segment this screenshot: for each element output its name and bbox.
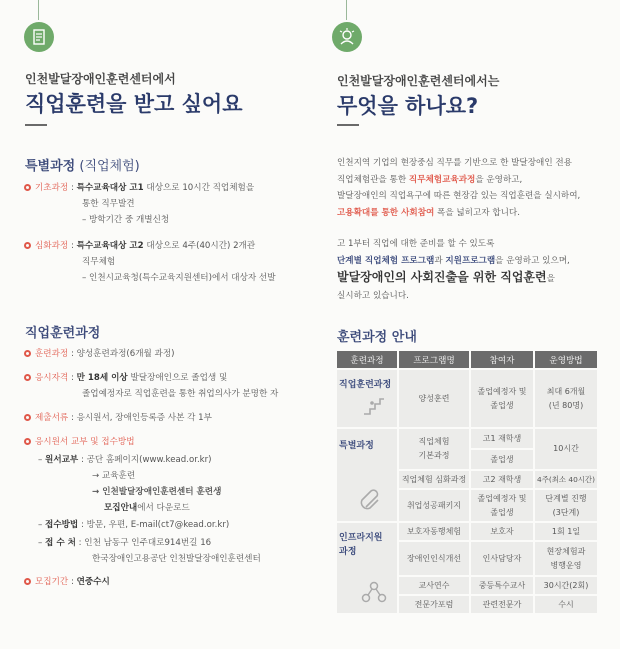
- qualification-item: 응시자격 : 만 18세 이상 발달장애인으로 졸업생 및: [24, 370, 227, 386]
- vocational-heading: 직업훈련과정: [25, 326, 101, 341]
- advanced-course-item: 심화과정 : 특수교육대상 고2 대상으로 4주(40시간) 2개관: [24, 238, 255, 254]
- cell-method: 단계별 진행 (3단계): [535, 490, 597, 521]
- cell-program: 양성훈련: [399, 370, 469, 427]
- right-subtitle: 인천발달장애인훈련센터에서는: [337, 74, 500, 88]
- cell-method: 30시간(2회): [535, 577, 597, 594]
- title-underline: [25, 124, 47, 126]
- cell-participant: 인사담당자: [471, 542, 533, 575]
- special-course-heading: 특별과정 (직업체험): [25, 159, 140, 174]
- basic-course-item: 기초과정 : 특수교육대상 고1 대상으로 10시간 직업체험을: [24, 180, 254, 196]
- paperclip-icon: [358, 487, 384, 513]
- cell-program: 보호자동행체험: [399, 523, 469, 540]
- cell-program: 교사연수: [399, 577, 469, 594]
- category-vocational: 직업훈련과정: [339, 380, 392, 390]
- cell-method: 현장체험과 병행운영: [535, 542, 597, 575]
- cell-program: 직업체험 심화과정: [399, 471, 469, 488]
- cell-participant: 졸업예정자 및 졸업생: [471, 490, 533, 521]
- right-title: 무엇을 하나요?: [337, 94, 479, 118]
- category-infra: 인프라지원 과정: [339, 533, 383, 557]
- left-title: 직업훈련을 받고 싶어요: [25, 92, 243, 116]
- cell-method: 10시간: [535, 429, 597, 469]
- bullet-icon: [24, 184, 31, 191]
- cell-method: 수시: [535, 596, 597, 613]
- cell-method: 최대 6개월 (년 80명): [535, 370, 597, 427]
- lightbulb-person-icon: [332, 22, 362, 52]
- network-icon: [360, 580, 388, 606]
- cell-program: 직업체험 기본과정: [399, 429, 469, 469]
- advanced-course-line2: 직무체험: [82, 257, 116, 267]
- basic-course-line3: – 방학기간 중 개별신청: [82, 215, 170, 225]
- th-participant: 참여자: [471, 351, 533, 368]
- bullet-icon: [24, 374, 31, 381]
- category-special: 특별과정: [339, 441, 374, 451]
- distribution-line2: → 교육훈련: [92, 471, 136, 481]
- cell-program: 전문가포럼: [399, 596, 469, 613]
- method-item: – 접수방법 : 방문, 우편, E-mail(ct7@kead.or.kr): [38, 520, 230, 530]
- bullet-icon: [24, 578, 31, 585]
- cell-method: 1회 1일: [535, 523, 597, 540]
- stairs-icon: [362, 396, 386, 416]
- cell-participant: 고1 재학생: [471, 429, 533, 448]
- advanced-course-line3: – 인천시교육청(특수교육지원센터)에서 대상자 선발: [82, 273, 276, 283]
- distribution-line4: 모집안내에서 다운로드: [104, 503, 190, 513]
- intro-paragraph: 인천지역 기업의 현장중심 직무를 기반으로 한 발달장애인 전용 직업체험관을 통한 직무체험교육과정을 운영하고, 발달장애인의 직업욕구에 따른 현장감 있는 직업훈련을 실시하여, 고용확대를 통한 사회참여 폭을 넓히고자 합니다.: [337, 158, 581, 218]
- cell-participant: 고2 재학생: [471, 471, 533, 488]
- cell-participant: 졸업예정자 및 졸업생: [471, 370, 533, 427]
- qualification-line2: 졸업예정자로 직업훈련을 통한 취업의사가 분명한 자: [82, 389, 279, 399]
- documents-item: 제출서류 : 응시원서, 장애인등록증 사본 각 1부: [24, 410, 212, 426]
- apply-item: 응시원서 교부 및 접수방법: [24, 434, 135, 450]
- table-heading: 훈련과정 안내: [337, 330, 417, 345]
- cell-participant: 중등특수교사: [471, 577, 533, 594]
- basic-course-line2: 통한 직무발견: [82, 199, 135, 209]
- cell-program: 취업성공패키지: [399, 490, 469, 521]
- left-subtitle: 인천발달장애인훈련센터에서: [25, 72, 176, 86]
- place-item: – 접 수 처 : 인천 남동구 인주대로914번길 16: [38, 538, 212, 548]
- bullet-icon: [24, 414, 31, 421]
- distribution-line3: → 인천발달장애인훈련센터 훈련생: [92, 487, 222, 497]
- bullet-icon: [24, 242, 31, 249]
- cell-program: 장애인인식개선: [399, 542, 469, 575]
- cell-method: 4주(최소 40시간): [535, 471, 597, 488]
- cell-participant: 졸업생: [471, 450, 533, 469]
- bullet-icon: [24, 438, 31, 445]
- place-line2: 한국장애인고용공단 인천발달장애인훈련센터: [92, 554, 261, 564]
- distribution-item: – 원서교부 : 공단 홈페이지(www.kead.or.kr): [38, 455, 212, 465]
- bullet-icon: [24, 350, 31, 357]
- document-icon: [24, 22, 54, 52]
- program-paragraph: 고 1부터 직업에 대한 준비를 할 수 있도록 단계별 직업체험 프로그램과 지원프로그램을 운영하고 있으며, 발달장애인의 사회진출을 위한 직업훈련을 실시하고 있습니다.: [337, 239, 570, 301]
- title-underline: [337, 124, 359, 126]
- th-program: 프로그램명: [399, 351, 469, 368]
- course-item: 훈련과정 : 양성훈련과정(6개월 과정): [24, 346, 175, 362]
- top-line: [38, 0, 39, 20]
- top-line: [346, 0, 347, 20]
- th-method: 운영방법: [535, 351, 597, 368]
- th-course: 훈련과정: [337, 351, 397, 368]
- period-item: 모집기간 : 연중수시: [24, 574, 110, 590]
- cell-participant: 보호자: [471, 523, 533, 540]
- cell-participant: 관련전문가: [471, 596, 533, 613]
